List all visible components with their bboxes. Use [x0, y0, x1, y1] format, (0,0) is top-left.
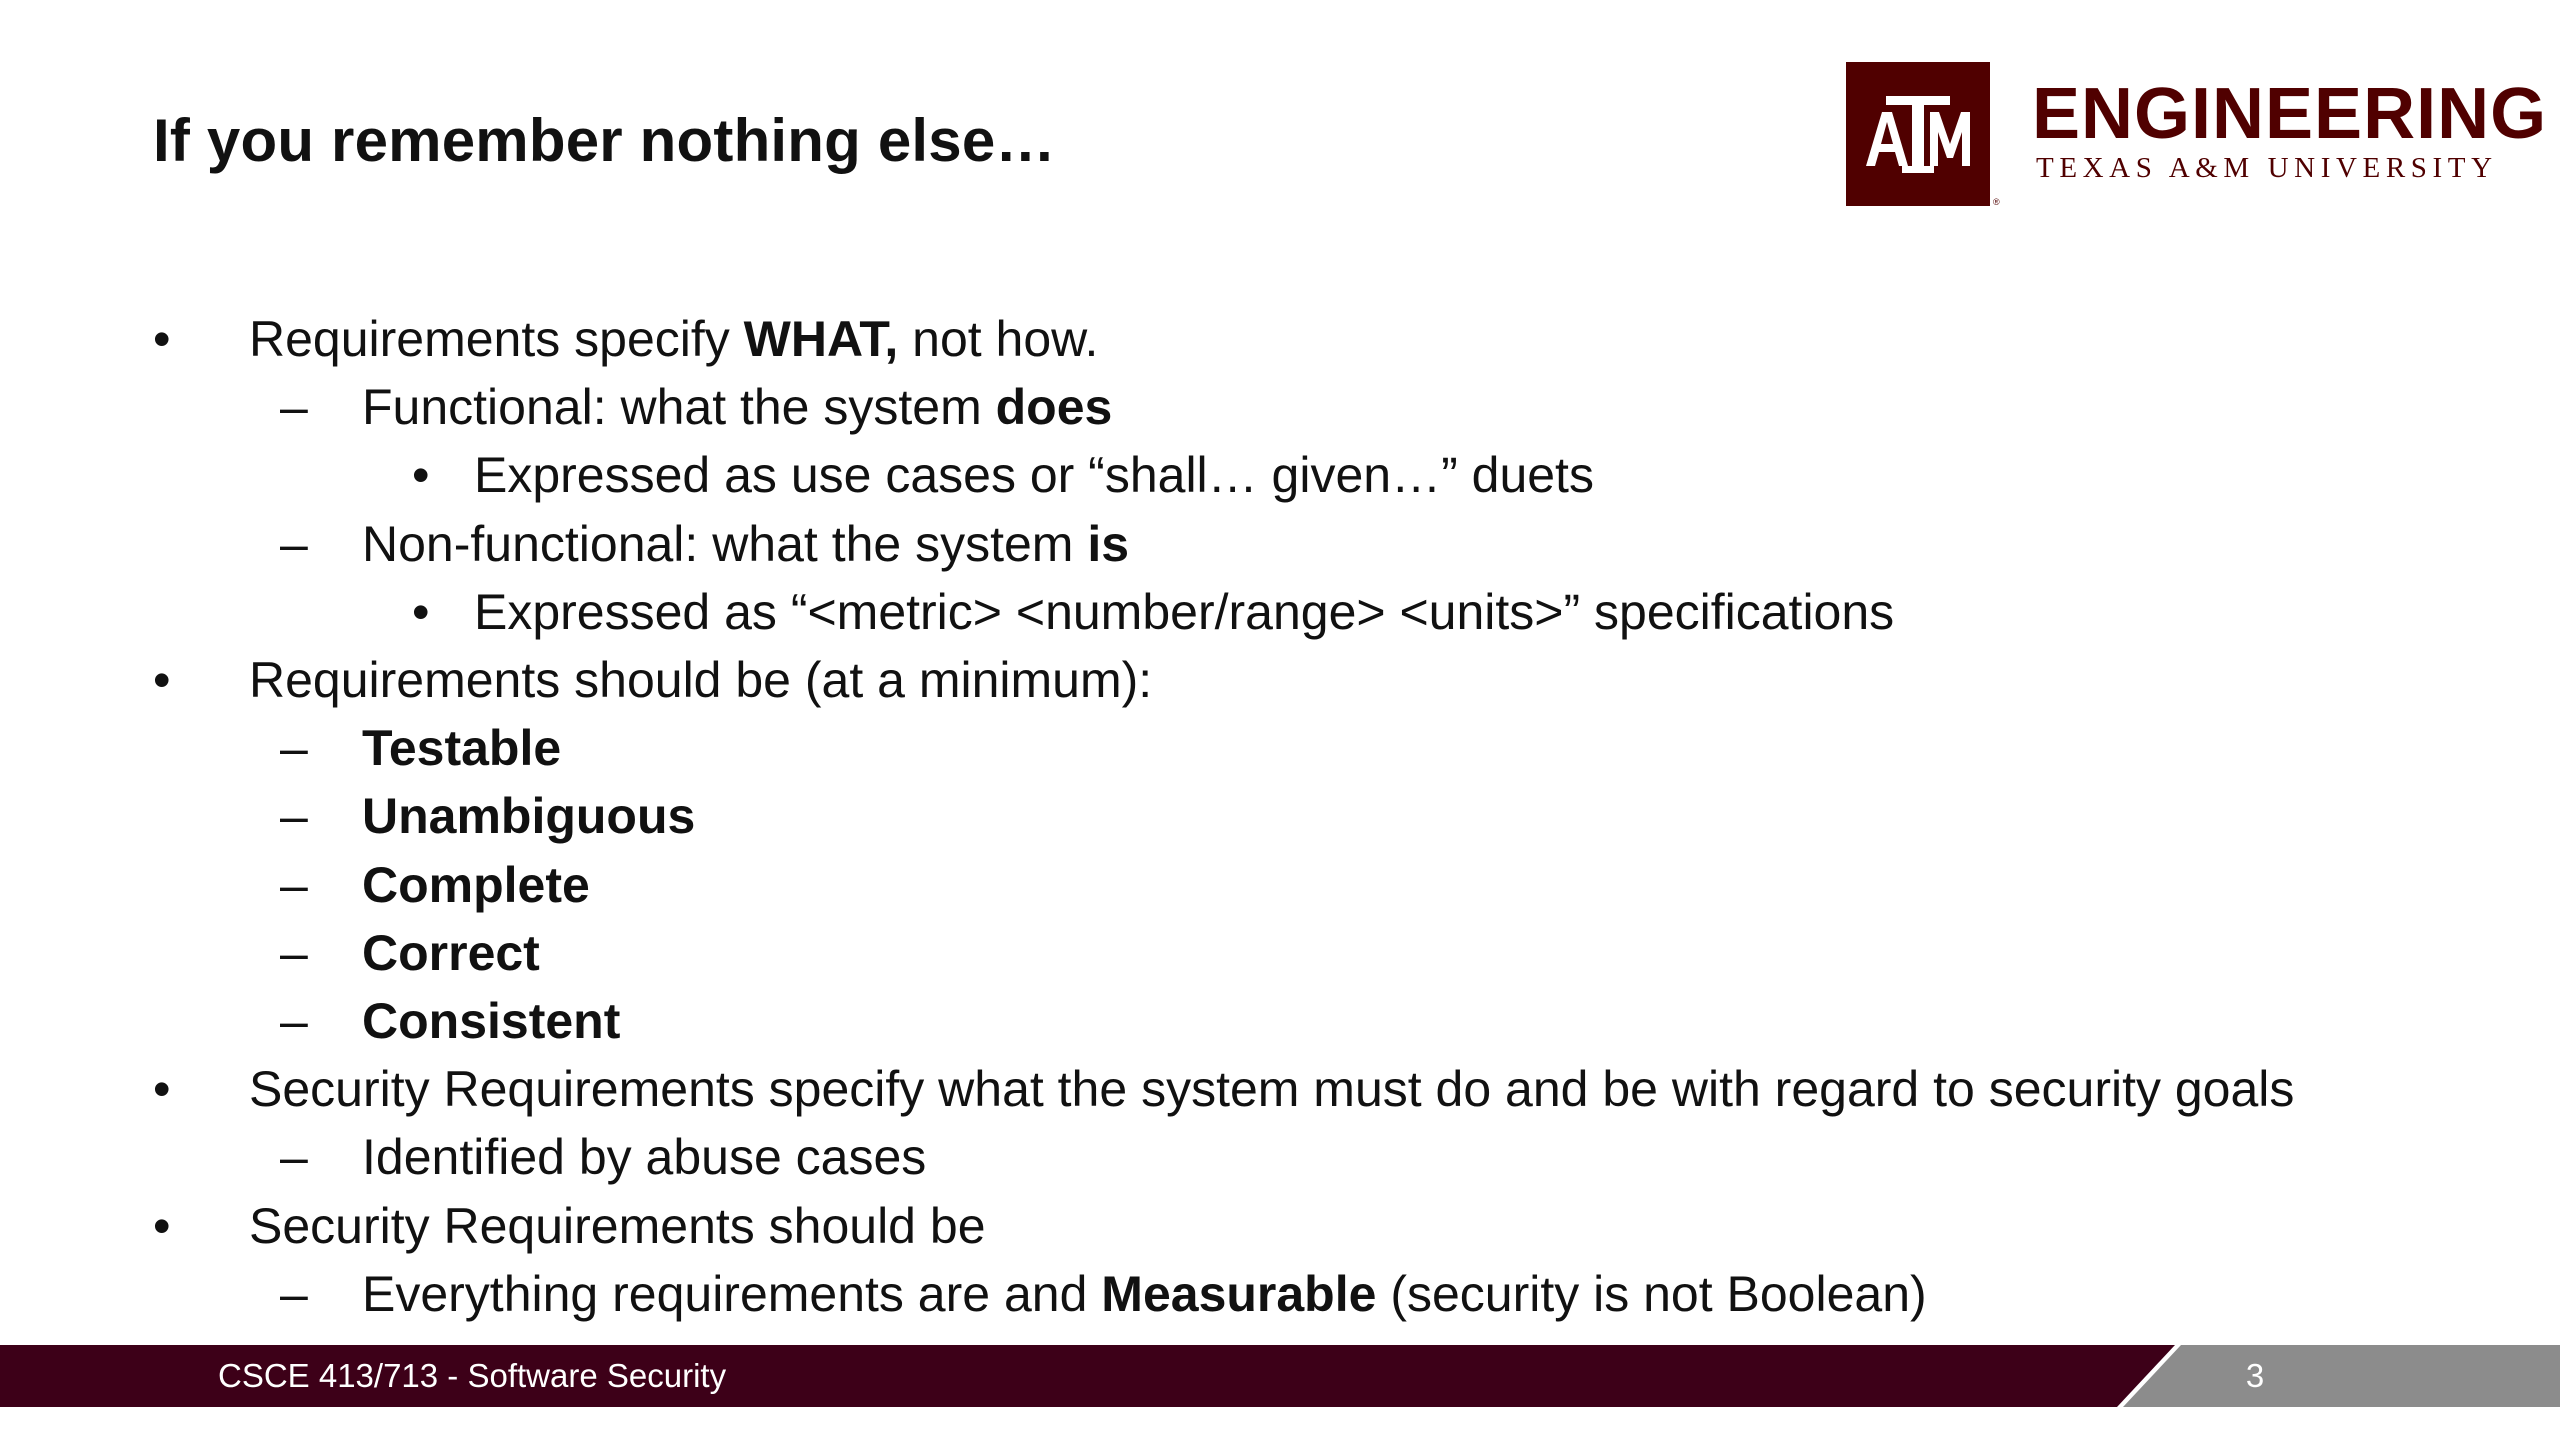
- text-segment: Identified by abuse cases: [362, 1129, 927, 1186]
- dash-marker: –: [280, 788, 308, 845]
- dash-marker: –: [280, 924, 308, 981]
- bold-text-segment: is: [1087, 515, 1130, 572]
- bullet-marker: •: [412, 583, 430, 640]
- logo-subtitle: TEXAS A&M UNIVERSITY: [2036, 152, 2498, 184]
- atm-logo-icon: [1846, 62, 1990, 206]
- bullet-text: [249, 1192, 986, 1260]
- text-segment: Security Requirements specify what the system must do and be with regard to security goals: [249, 1061, 2295, 1118]
- page-number: 3: [2245, 1357, 2265, 1394]
- footer-course-label: CSCE 413/713 - Software Security: [218, 1357, 727, 1394]
- bold-text-segment: Complete: [362, 856, 590, 913]
- dash-marker: –: [280, 993, 308, 1049]
- bullet-marker: •: [412, 447, 430, 504]
- text-segment: Non-functional: what the system: [362, 515, 1088, 572]
- text-segment: Functional: what the system: [362, 379, 996, 436]
- bold-text-segment: Testable: [362, 720, 562, 777]
- slide-title: If you remember nothing else…: [153, 107, 1056, 174]
- bold-text-segment: Correct: [362, 924, 540, 981]
- text-segment: not how.: [898, 311, 1099, 367]
- bullet-text: [249, 1055, 2294, 1123]
- bold-text-segment: WHAT,: [743, 311, 899, 367]
- registered-mark: ®: [1993, 197, 2000, 207]
- bullet-text: [362, 1123, 926, 1191]
- dash-marker: –: [280, 515, 308, 572]
- bullet-text: [362, 782, 695, 850]
- bullet-marker: •: [153, 1061, 171, 1118]
- dash-marker: –: [280, 856, 308, 913]
- tamu-engineering-logo: [1846, 62, 2548, 210]
- bullet-text: [249, 646, 1152, 714]
- text-segment: Requirements should be (at a minimum):: [249, 652, 1153, 708]
- dash-marker: –: [280, 720, 308, 777]
- text-segment: Expressed as use cases or “shall… given…” duets: [474, 447, 1594, 504]
- dash-marker: –: [280, 1129, 308, 1186]
- bullet-text: [362, 851, 590, 919]
- bullet-text: [362, 510, 1129, 578]
- bullet-text: [362, 987, 620, 1055]
- footer-page-tab: [2123, 1345, 2560, 1407]
- bold-text-segment: Unambiguous: [362, 788, 696, 845]
- bullet-marker: •: [153, 1197, 171, 1254]
- bullet-text: [362, 919, 540, 987]
- bullet-text: [474, 441, 1594, 509]
- bullet-text: [362, 1260, 1927, 1328]
- bullet-text: [249, 305, 1098, 373]
- dash-marker: –: [280, 1265, 308, 1322]
- bullet-text: [474, 578, 1894, 646]
- bold-text-segment: Measurable: [1101, 1265, 1377, 1322]
- bold-text-segment: Consistent: [362, 993, 621, 1049]
- bullet-text: [362, 373, 1112, 441]
- text-segment: Requirements specify: [249, 311, 744, 367]
- logo-wordmark: ENGINEERING: [2032, 74, 2548, 154]
- bullet-text: [362, 714, 561, 782]
- text-segment: Everything requirements are and: [362, 1265, 1102, 1322]
- text-segment: (security is not Boolean): [1376, 1265, 1927, 1322]
- bullet-marker: •: [153, 652, 171, 708]
- bold-text-segment: does: [995, 379, 1113, 436]
- text-segment: Expressed as “<metric> <number/range> <units>” specifications: [474, 583, 1895, 640]
- text-segment: Security Requirements should be: [249, 1197, 986, 1254]
- dash-marker: –: [280, 379, 308, 436]
- bullet-marker: •: [153, 311, 171, 367]
- footer-bar: [0, 1345, 2560, 1407]
